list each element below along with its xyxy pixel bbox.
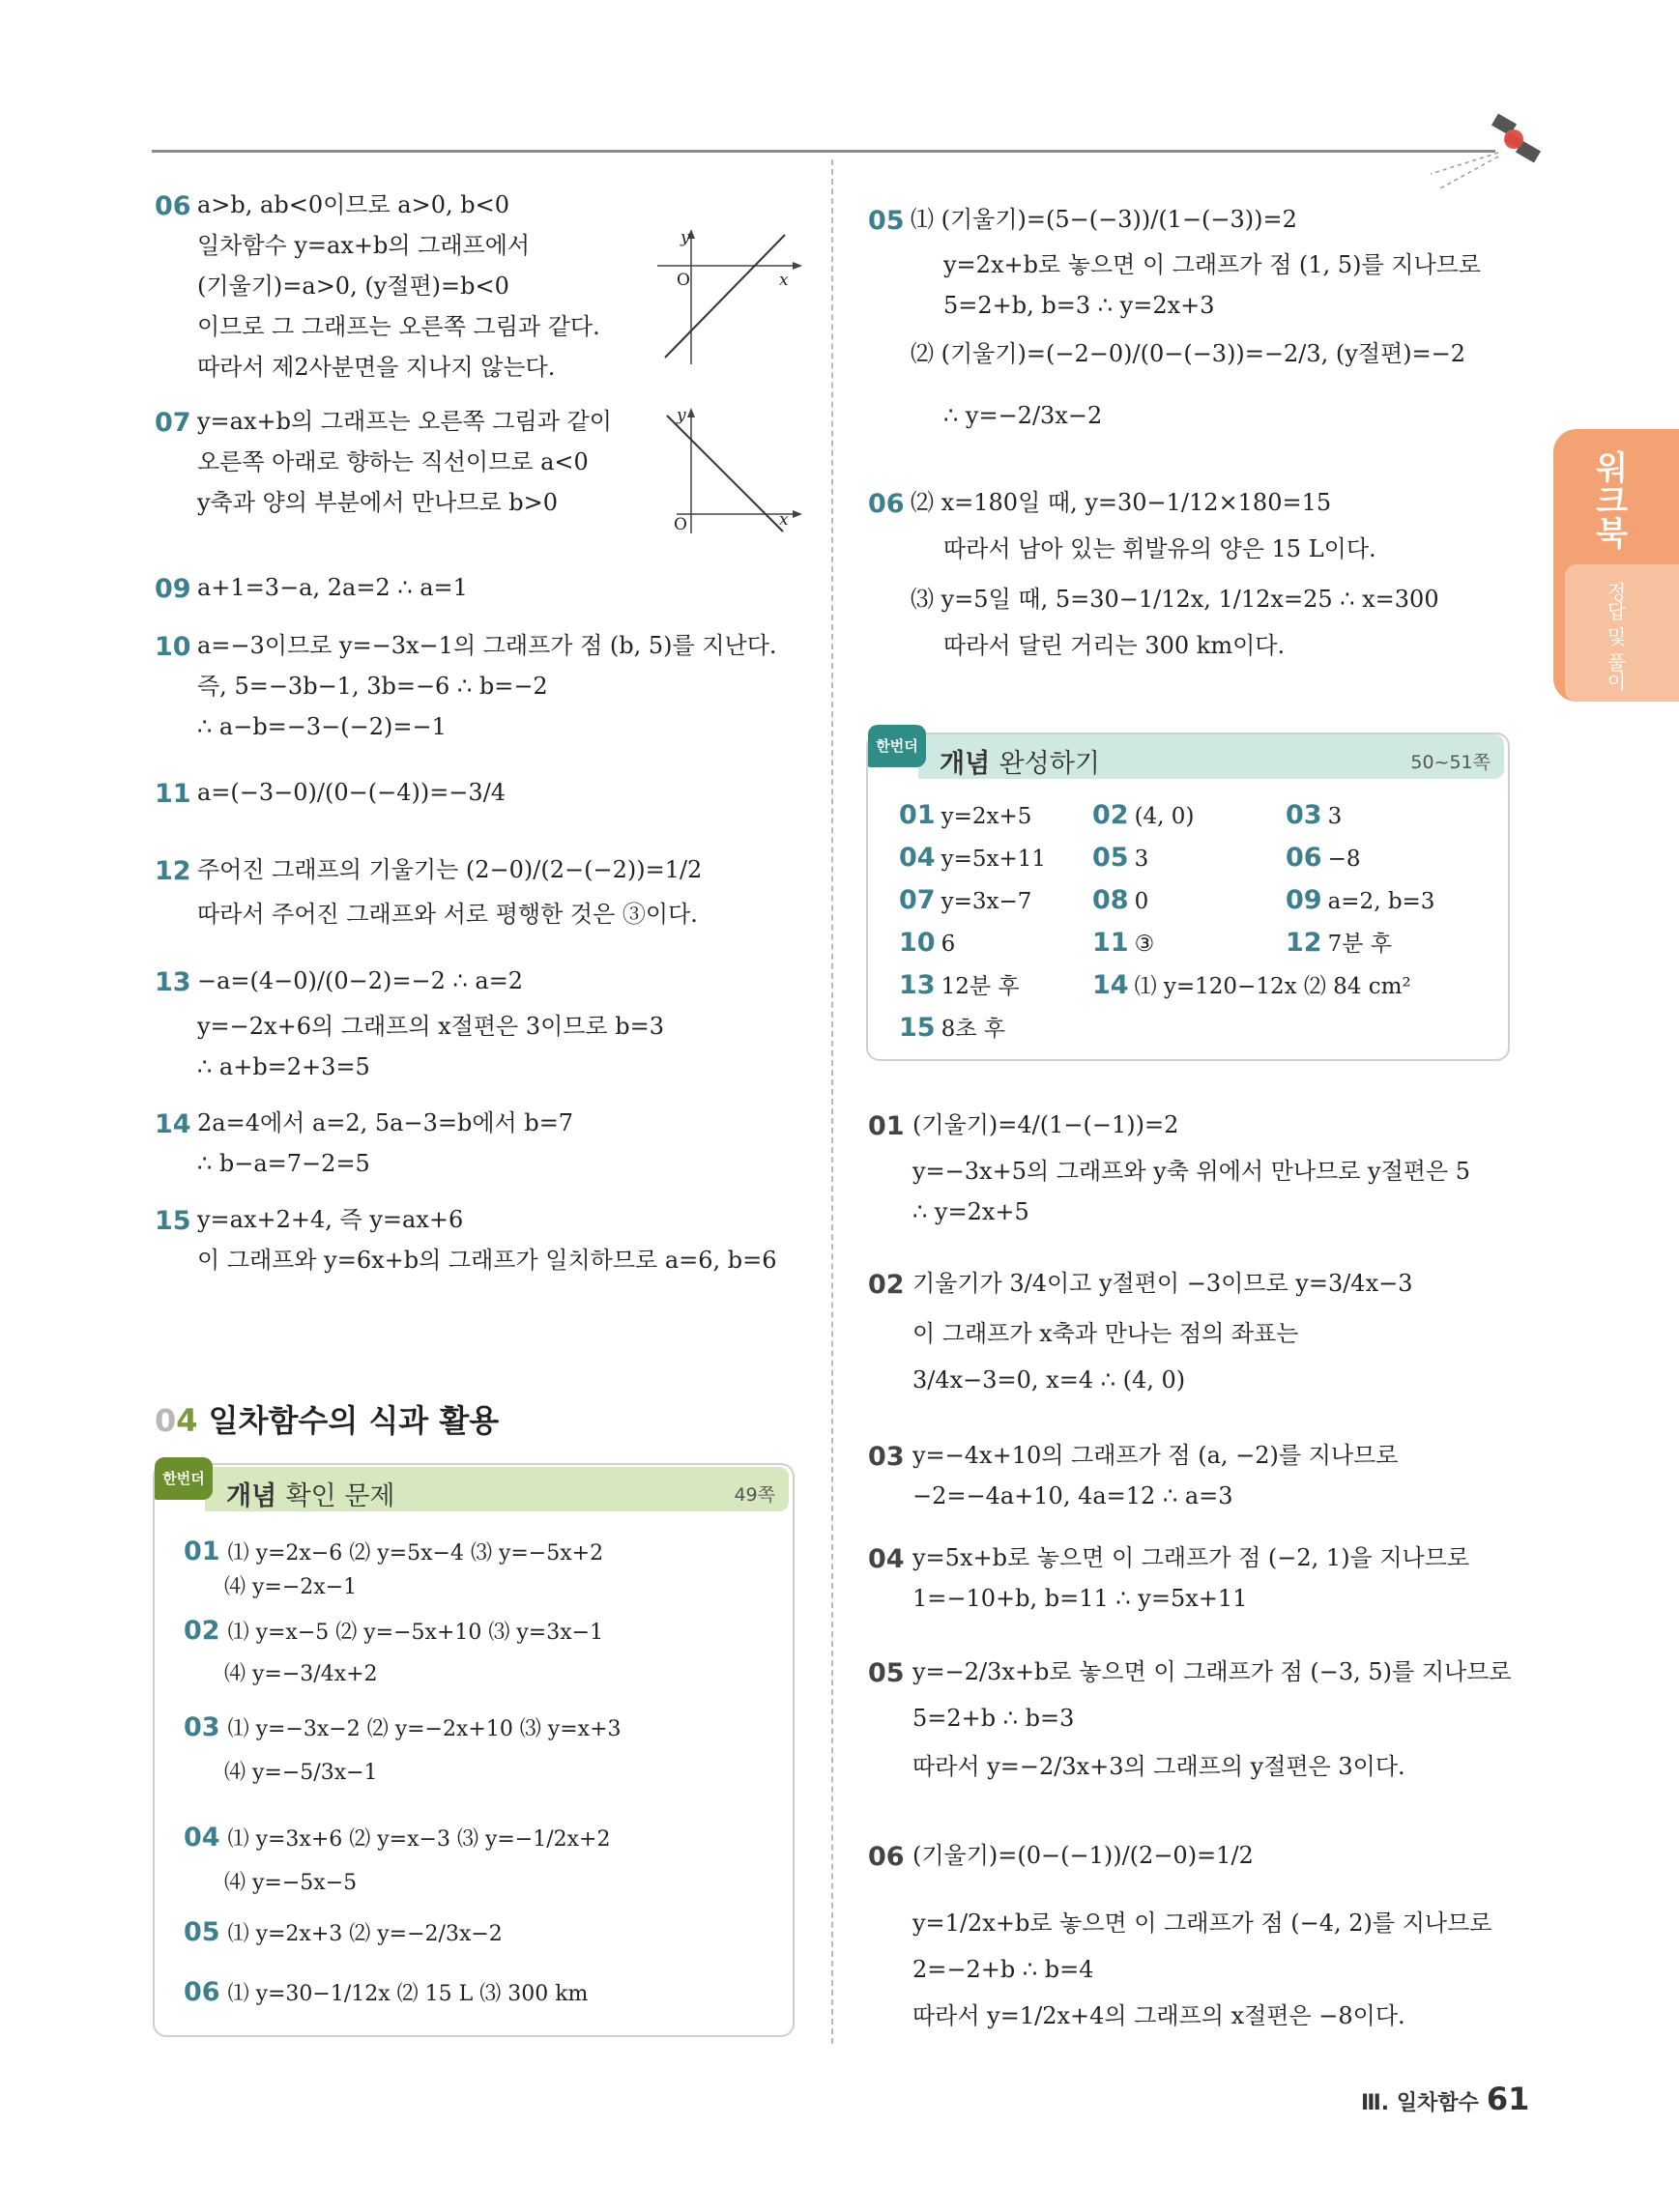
box-answer-row: 06 ⑴ y=30−1/12x ⑵ 15 L ⑶ 300 km (184, 1977, 589, 2007)
solution-line: a=(−3−0)/(0−(−4))=−3/4 (197, 779, 507, 806)
column-divider (831, 159, 833, 2044)
graph-increasing-line (657, 227, 802, 367)
item-number: 02 (868, 1270, 905, 1300)
solution-line: y=−2x+6의 그래프의 x절편은 3이므로 b=3 (197, 1013, 665, 1040)
item-number: 05 (868, 1658, 905, 1688)
solution-line: 오른쪽 아래로 향하는 직선이므로 a<0 (197, 448, 589, 475)
solution-line: 즉, 5=−3b−1, 3b=−6 ∴ b=−2 (197, 673, 548, 700)
solution-line: 5=2+b, b=3 ∴ y=2x+3 (943, 292, 1215, 319)
answer-item: 07 y=3x−7 (899, 885, 1032, 915)
item-number: 04 (868, 1544, 905, 1574)
solution-line: y=2x+b로 놓으면 이 그래프가 점 (1, 5)를 지나므로 (943, 251, 1482, 278)
solution-line: ⑵ x=180일 때, y=30−1/12×180=15 (911, 489, 1332, 516)
item-number: 10 (155, 632, 191, 662)
box-answer-row: 05 ⑴ y=2x+3 ⑵ y=−2/3x−2 (184, 1917, 503, 1947)
solution-line: −a=(4−0)/(0−2)=−2 ∴ a=2 (197, 967, 524, 994)
solution-line: 이 그래프와 y=6x+b의 그래프가 일치하므로 a=6, b=6 (197, 1247, 777, 1274)
solution-line: 1=−10+b, b=11 ∴ y=5x+11 (912, 1585, 1248, 1612)
graph-axis-y: y (680, 228, 690, 247)
solution-line: 이므로 그 그래프는 오른쪽 그림과 같다. (197, 313, 600, 340)
item-number: 12 (155, 856, 191, 886)
answer-item: 02 (4, 0) (1092, 800, 1195, 830)
solution-line: 일차함수 y=ax+b의 그래프에서 (197, 232, 531, 259)
answer-item: 05 3 (1092, 843, 1149, 873)
solution-line: y=5x+b로 놓으면 이 그래프가 점 (−2, 1)을 지나므로 (912, 1544, 1470, 1571)
solution-line: ∴ a+b=2+3=5 (197, 1053, 370, 1080)
answer-item: 12 7분 후 (1286, 928, 1392, 958)
solution-line: 따라서 y=1/2x+4의 그래프의 x절편은 −8이다. (912, 2002, 1405, 2029)
box-answer-row: ⑷ y=−5x−5 (224, 1871, 358, 1895)
concept-complete-pages: 50~51쪽 (1410, 752, 1491, 773)
satellite-icon (1421, 106, 1556, 193)
concept-complete-title: 개념 완성하기 (940, 749, 1100, 779)
graph-origin: O (674, 515, 687, 534)
solution-line: (기울기)=(0−(−1))/(2−0)=1/2 (912, 1842, 1254, 1869)
answer-item: 04 y=5x+11 (899, 843, 1046, 873)
solution-line: a>b, ab<0이므로 a>0, b<0 (197, 191, 509, 218)
box-answer-row: ⑷ y=−3/4x+2 (224, 1662, 378, 1686)
section-number: 4 (176, 1402, 198, 1439)
answer-item: 03 3 (1286, 800, 1343, 830)
item-number: 03 (868, 1442, 905, 1472)
box-answer-row: 02 ⑴ y=x−5 ⑵ y=−5x+10 ⑶ y=3x−1 (184, 1616, 604, 1646)
concept-complete-header (918, 734, 1504, 779)
solution-line: 이 그래프가 x축과 만나는 점의 좌표는 (912, 1320, 1299, 1347)
item-number: 13 (155, 967, 191, 997)
item-number: 11 (155, 779, 191, 809)
box-answer-row: 03 ⑴ y=−3x−2 ⑵ y=−2x+10 ⑶ y=x+3 (184, 1712, 622, 1742)
solution-line: ⑵ (기울기)=(−2−0)/(0−(−3))=−2/3, (y절편)=−2 (911, 340, 1466, 367)
solution-line: −2=−4a+10, 4a=12 ∴ a=3 (912, 1482, 1233, 1509)
graph-axis-x: x (779, 510, 789, 530)
solution-line: 따라서 제2사분면을 지나지 않는다. (197, 354, 556, 381)
solution-line: y=ax+2+4, 즉 y=ax+6 (197, 1206, 464, 1233)
solution-line: 3/4x−3=0, x=4 ∴ (4, 0) (912, 1366, 1186, 1393)
item-number: 05 (868, 206, 905, 236)
solution-line: 따라서 y=−2/3x+3의 그래프의 y절편은 3이다. (912, 1753, 1405, 1780)
solution-line: 주어진 그래프의 기울기는 (2−0)/(2−(−2))=1/2 (197, 856, 703, 883)
side-tab-title: 워크북 (1589, 450, 1628, 549)
concept-check-header (205, 1467, 789, 1511)
solution-line: y=−4x+10의 그래프가 점 (a, −2)를 지나므로 (912, 1442, 1399, 1469)
item-number: 01 (868, 1111, 905, 1141)
solution-line: 따라서 주어진 그래프와 서로 평행한 것은 ③이다. (197, 901, 698, 928)
solution-line: 따라서 남아 있는 휘발유의 양은 15 L이다. (943, 535, 1376, 562)
section-title (155, 1396, 499, 1441)
answer-item: 08 0 (1092, 885, 1149, 915)
box-answer-row: ⑷ y=−5/3x−1 (224, 1761, 378, 1785)
graph-axis-x: x (779, 271, 789, 290)
solution-line: ∴ y=−2/3x−2 (943, 402, 1103, 429)
box-answer-row: 04 ⑴ y=3x+6 ⑵ y=x−3 ⑶ y=−1/2x+2 (184, 1823, 611, 1853)
hanbeonde-badge: 한번더 (155, 1457, 213, 1500)
answer-item: 01 y=2x+5 (899, 800, 1032, 830)
solution-line: ⑶ y=5일 때, 5=30−1/12x, 1/12x=25 ∴ x=300 (911, 586, 1439, 613)
solution-line: 따라서 달린 거리는 300 km이다. (943, 632, 1286, 659)
page-number: 61 (1486, 2081, 1530, 2117)
hanbeonde-badge: 한번더 (868, 725, 926, 767)
solution-line: (기울기)=4/(1−(−1))=2 (912, 1111, 1179, 1138)
box-answer-row: 01 ⑴ y=2x−6 ⑵ y=5x−4 ⑶ y=−5x+2 (184, 1537, 604, 1566)
box-answer-row: ⑷ y=−2x−1 (224, 1575, 358, 1599)
side-tab[interactable] (1553, 429, 1679, 702)
side-tab-subtitle: 정답 및 풀이 (1604, 582, 1627, 691)
answer-item: 10 6 (899, 928, 956, 958)
item-number: 06 (155, 191, 191, 221)
solution-line: y=−2/3x+b로 놓으면 이 그래프가 점 (−3, 5)를 지나므로 (912, 1658, 1512, 1685)
solution-line: ∴ b−a=7−2=5 (197, 1150, 370, 1177)
answer-item: 11 ③ (1092, 928, 1155, 958)
solution-line: 기울기가 3/4이고 y절편이 −3이므로 y=3/4x−3 (912, 1270, 1413, 1297)
solution-line: 5=2+b ∴ b=3 (912, 1705, 1075, 1732)
answer-item: 15 8초 후 (899, 1013, 1005, 1043)
answer-item: 09 a=2, b=3 (1286, 885, 1435, 915)
solution-line: ∴ y=2x+5 (912, 1198, 1029, 1225)
concept-check-pages: 49쪽 (734, 1484, 775, 1506)
item-number: 06 (868, 489, 905, 519)
answer-item: 14 ⑴ y=120−12x ⑵ 84 cm² (1092, 970, 1411, 1000)
graph-axis-y: y (677, 406, 686, 425)
answer-item: 06 −8 (1286, 843, 1361, 873)
solution-line: 2a=4에서 a=2, 5a−3=b에서 b=7 (197, 1109, 574, 1136)
solution-line: y=−3x+5의 그래프와 y축 위에서 만나므로 y절편은 5 (912, 1158, 1471, 1185)
solution-line: 2=−2+b ∴ b=4 (912, 1956, 1094, 1983)
section-title-text: 일차함수의 식과 활용 (208, 1402, 500, 1439)
solution-line: ∴ a−b=−3−(−2)=−1 (197, 713, 447, 740)
solution-line: a=−3이므로 y=−3x−1의 그래프가 점 (b, 5)를 지난다. (197, 632, 777, 659)
section-number-zero: 0 (155, 1402, 177, 1439)
top-rule (152, 150, 1495, 153)
solution-line: y=ax+b의 그래프는 오른쪽 그림과 같이 (197, 408, 612, 435)
concept-check-title: 개념 확인 문제 (226, 1481, 395, 1511)
solution-line: (기울기)=a>0, (y절편)=b<0 (197, 273, 509, 300)
solution-line: a+1=3−a, 2a=2 ∴ a=1 (197, 574, 468, 601)
solution-line: ⑴ (기울기)=(5−(−3))/(1−(−3))=2 (911, 206, 1297, 233)
solution-line: y축과 양의 부분에서 만나므로 b>0 (197, 489, 559, 516)
page-footer (1361, 2081, 1529, 2117)
item-number: 06 (868, 1842, 905, 1872)
solution-line: y=1/2x+b로 놓으면 이 그래프가 점 (−4, 2)를 지나므로 (912, 1910, 1492, 1937)
item-number: 14 (155, 1109, 191, 1139)
answer-item: 13 12분 후 (899, 970, 1020, 1000)
item-number: 07 (155, 408, 191, 438)
item-number: 15 (155, 1206, 191, 1236)
chapter-label: Ⅲ. 일차함수 (1361, 2091, 1479, 2115)
graph-origin: O (677, 271, 690, 290)
item-number: 09 (155, 574, 191, 604)
